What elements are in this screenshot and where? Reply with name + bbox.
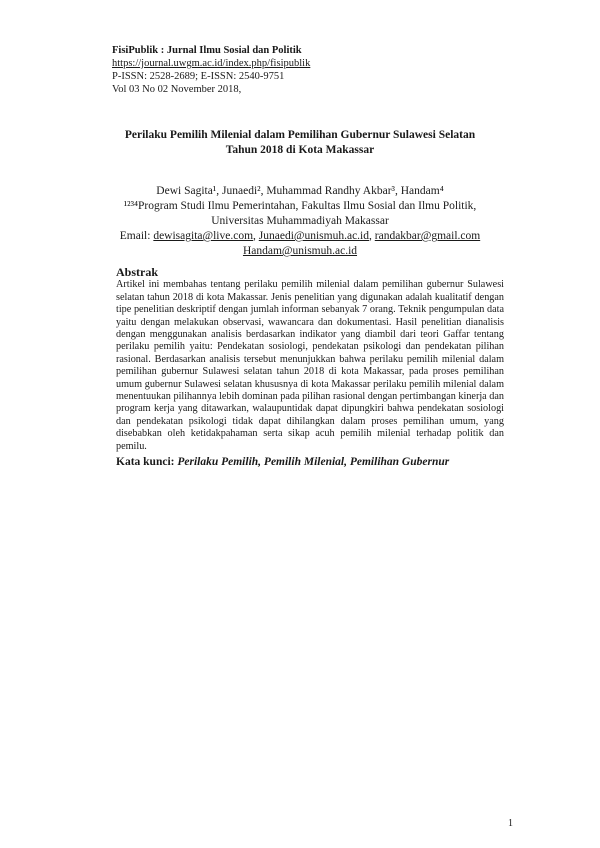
abstract-body: Artikel ini membahas tentang perilaku pemilih milenial dalam pemilihan gubernur Sulawesi selatan tahun 2018 di kota Makassar. Jenis penelitian yang digunakan adalah kualitatif dengan tipe penelitian deskriptif dengan jumlah informan sebanyak 7 orang. Teknik pengumpulan data yaitu dengan melakukan observasi, wawancara dan dokumentasi. Hasil penelitian dianalisis dengan menggunakan analisis berdasarkan indikator yang diambil dari teori Gaffar tentang perilaku pemilih yaitu: Pendekatan sosiologi, pendekatan psikologi dan pendekatan pilihan rasional. Berdasarkan analisis tersebut menunjukkan bahwa perilaku pemilih milenial dalam pemilihan gubernur Sulawesi selatan tahun 2018 di kota Makassar, pada proses pemilihan umum gubernur Sulawesi selatan khususnya di kota Makassar perilaku pemilih milenial dalam menentuukan pilihannya lebih dominan pada pilihan rasional dengan pertimbangan kinerja dan program kerja yang ditawarkan, walaupuntidak dapat dipungkiri bahwa pendekatan sosiologi dan pendekatan psikologi tidak dapat dihilangkan dalam proses pemilihan umum, yang disebabkan oleh ketidakpahaman serta sikap acuh pemilih milenial terhadap politik dan pemilu. [116, 279, 504, 452]
journal-name: FisiPublik : Jurnal Ilmu Sosial dan Politik [112, 45, 302, 56]
affiliation-line-1: ¹²³⁴Program Studi Ilmu Pemerintahan, Fakultas Ilmu Sosial dan Ilmu Politik, [123, 200, 477, 212]
author-names: Dewi Sagita¹, Junaedi², Muhammad Randhy Akbar³, Handam⁴ [156, 185, 444, 197]
email-separator: , [369, 230, 375, 242]
author-block [100, 184, 500, 259]
page-number: 1 [508, 818, 513, 829]
journal-url-link[interactable]: https://journal.uwgm.ac.id/index.php/fisipublik [112, 58, 311, 69]
volume-line: Vol 03 No 02 November 2018, [112, 84, 242, 95]
title-line-1: Perilaku Pemilih Milenial dalam Pemilihan Gubernur Sulawesi Selatan [124, 129, 476, 141]
journal-header [112, 44, 310, 96]
email-link-3[interactable]: randakbar@gmail.com [374, 230, 481, 242]
issn-line: P-ISSN: 2528-2689; E-ISSN: 2540-9751 [112, 71, 285, 82]
keywords-label: Kata kunci: [116, 456, 178, 469]
affiliation-line-2: Universitas Muhammadiyah Makassar [211, 215, 389, 227]
title-line-2: Tahun 2018 di Kota Makassar [225, 144, 375, 156]
email-link-4[interactable]: Handam@unismuh.ac.id [242, 245, 358, 257]
email-link-2[interactable]: Junaedi@unismuh.ac.id [258, 230, 370, 242]
email-separator: , [253, 230, 259, 242]
email-link-1[interactable]: dewisagita@live.com [153, 230, 254, 242]
abstract-section [116, 266, 504, 469]
keywords-line [116, 455, 504, 469]
email-line [100, 229, 500, 244]
abstract-heading: Abstrak [116, 265, 159, 279]
keywords-text: Perilaku Pemilih, Pemilih Milenial, Pemilihan Gubernur [177, 456, 450, 469]
email-label: Email: [119, 230, 154, 242]
paper-title [100, 128, 500, 158]
